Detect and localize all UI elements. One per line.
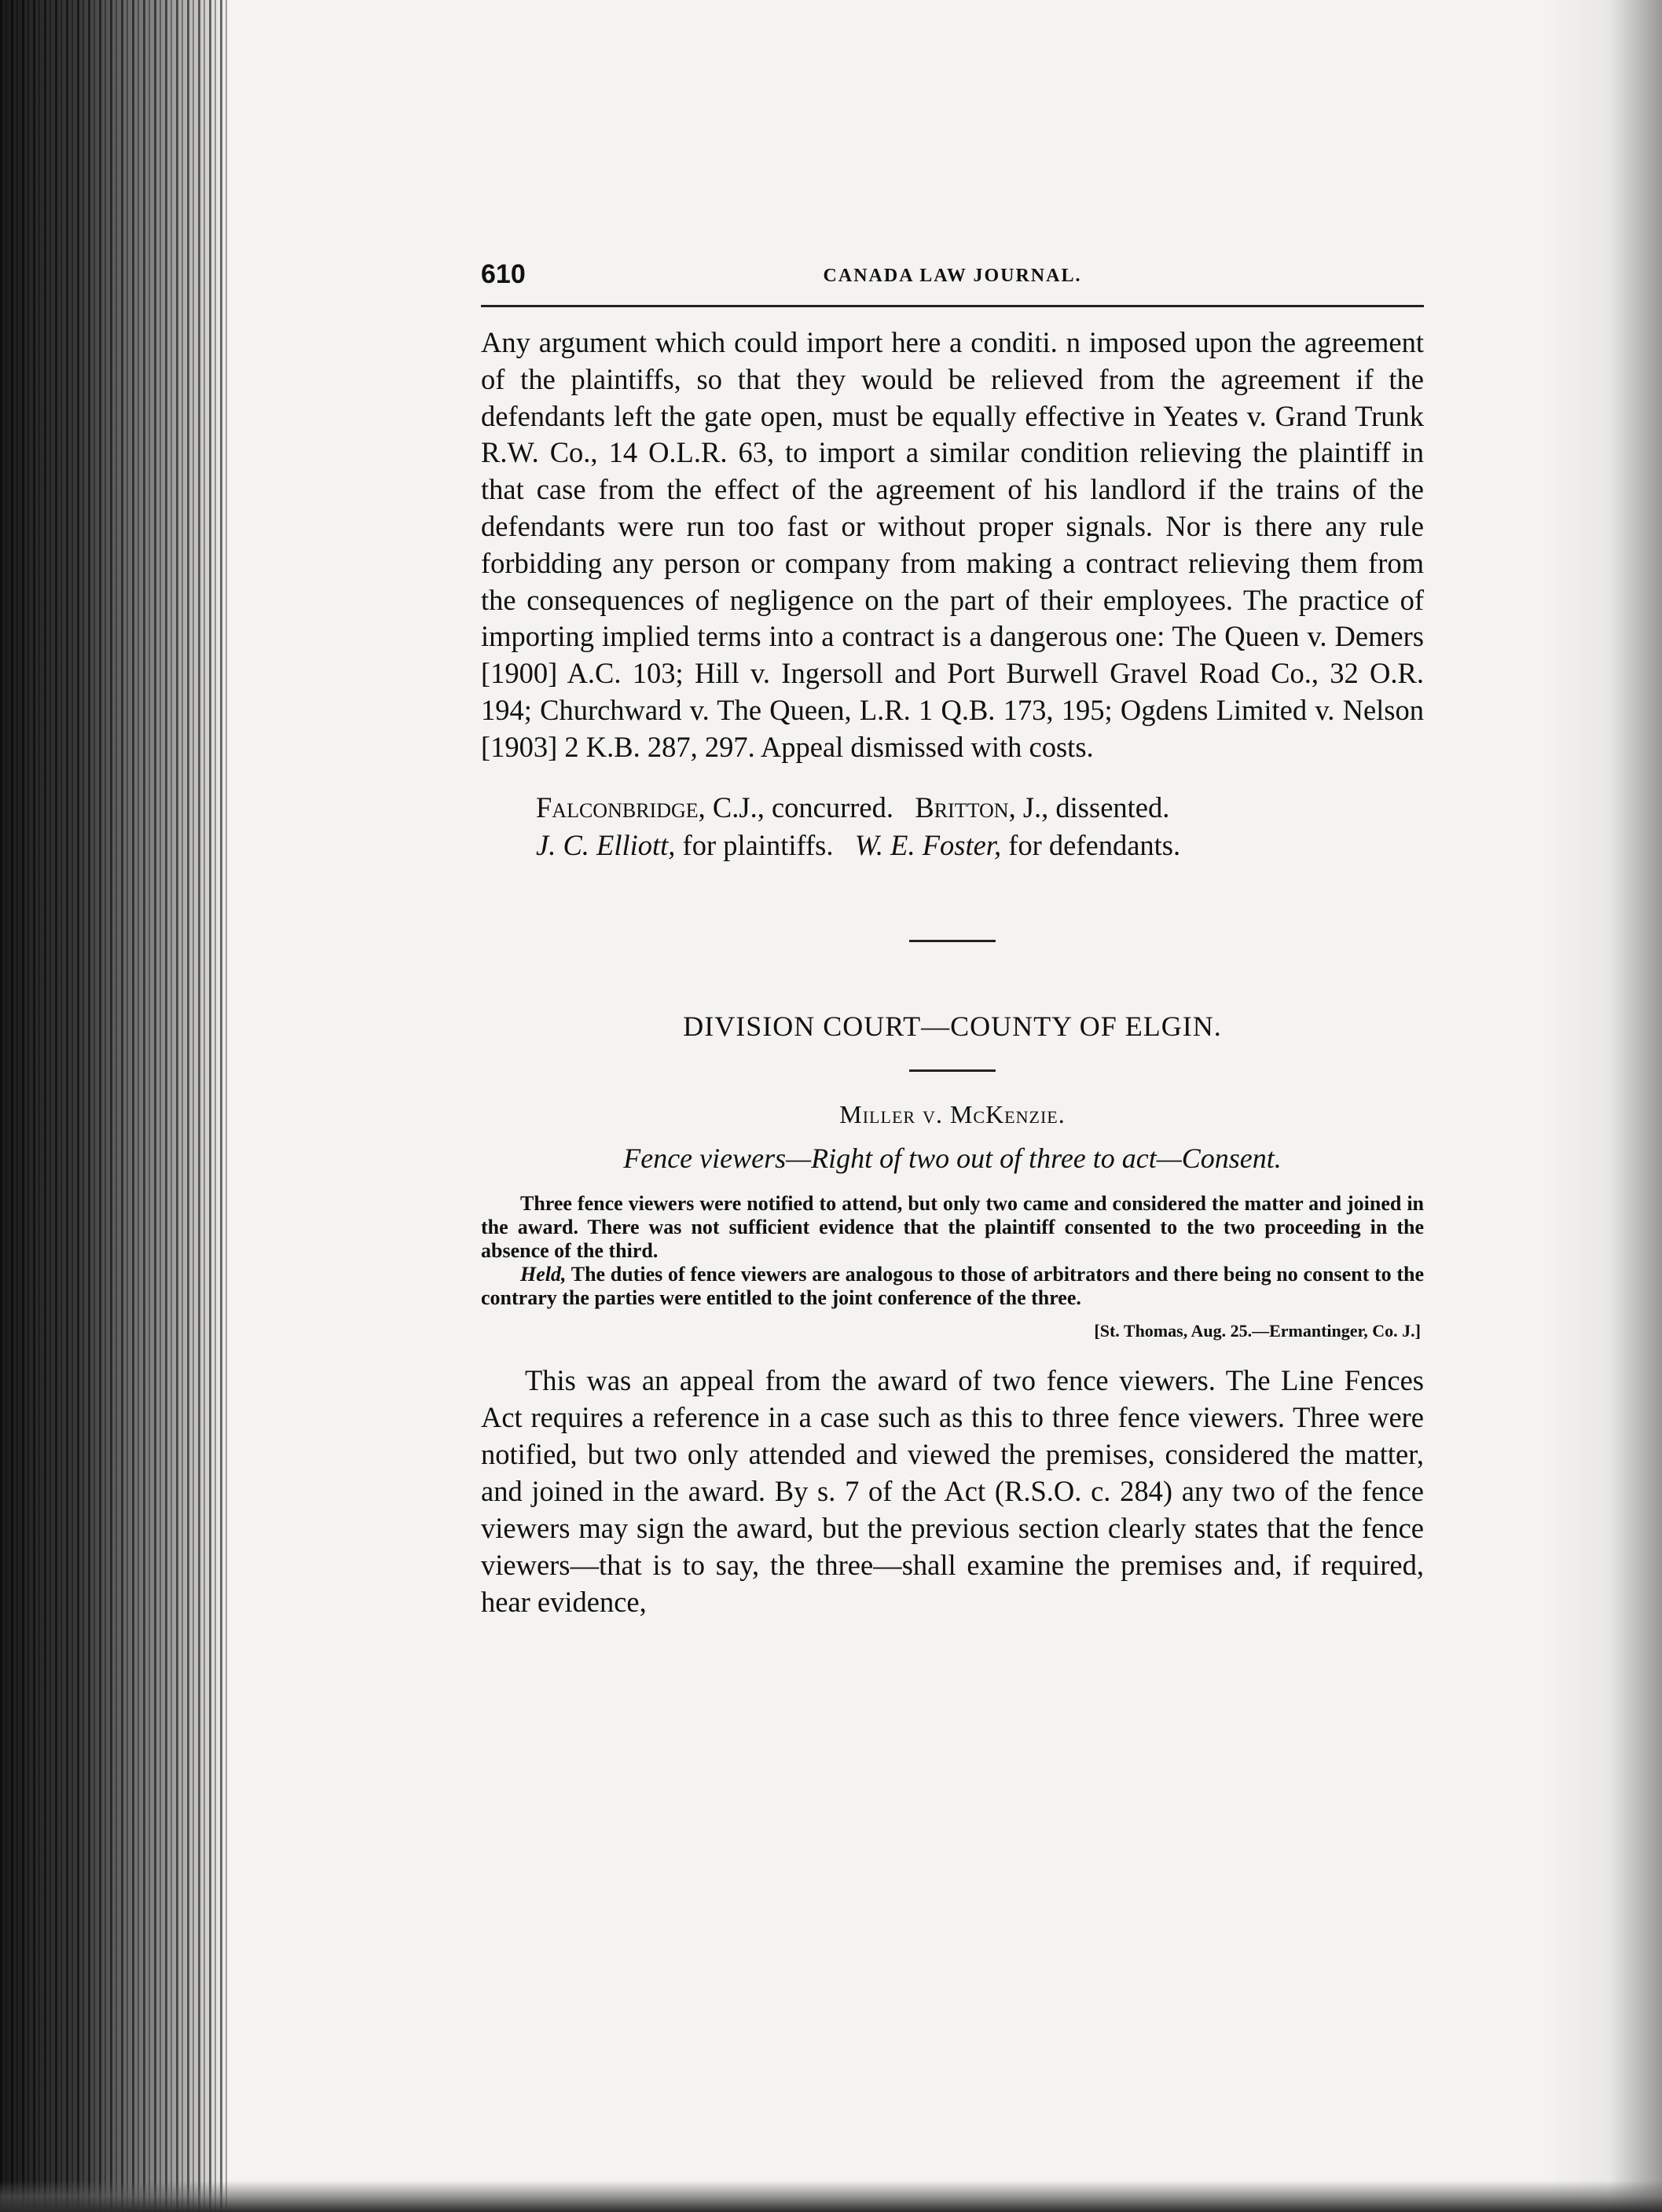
held-text: The duties of fence viewers are analogous to those of arbitrators and there being no consent to the contrary the parties were entitled to the joint conference of the three.: [481, 1263, 1424, 1310]
running-head: [481, 259, 1424, 307]
headnote-paragraph-1: Three fence viewers were notified to attend, but only two came and considered the matter and joined in the award. There was not sufficient evidence that the plaintiff consented to the two proceeding in the absence of the third.: [481, 1192, 1424, 1263]
journal-title: CANADA LAW JOURNAL.: [823, 266, 1082, 286]
book-binding-shadow: [0, 0, 228, 2212]
plaintiff-counsel-name: J. C. Elliott,: [536, 829, 676, 862]
judge-britton-note: , J., dissented.: [1008, 791, 1170, 824]
section-divider: [909, 940, 996, 942]
plaintiff-counsel-role: for plaintiffs.: [675, 829, 834, 862]
appeal-paragraph: This was an appeal from the award of two fence viewers. The Line Fences Act requires a reference in a case such as this to three fence viewers. Three were notified, but two only attended and viewed the premises, considered the matter, and joined in the award. By s. 7 of the Act (R.S.O. c. 284) any two of the fence viewers may sign the award, but the previous section clearly states that the fence viewers—that is to say, the three—shall examine the premises and, if required, hear evidence,: [481, 1364, 1424, 1619]
defendant-counsel-name: W. E. Foster,: [854, 829, 1002, 862]
defendant-counsel-role: for defendants.: [1001, 829, 1181, 862]
opinion-text: [481, 325, 1424, 766]
counsel-line: [481, 827, 1424, 864]
opinion-paragraph: Any argument which could import here a conditi. n imposed upon the agreement of the plaintiffs, so that they would be relieved from the agreement if the defendants left the gate open, must be equally effective in Yeates v. Grand Trunk R.W. Co., 14 O.L.R. 63, to import a similar condition relieving the plaintiff in that case from the effect of the agreement of his landlord if the trains of the defendants were run too fast or without proper signals. Nor is there any rule forbidding any person or company from making a contract relieving them from the consequences of negligence on the part of their employees. The practice of importing implied terms into a contract is a dangerous one: The Queen v. Demers [1900] A.C. 103; Hill v. Ingersoll and Port Burwell Gravel Road Co., 32 O.R. 194; Churchward v. The Queen, L.R. 1 Q.B. 173, 195; Ogdens Limited v. Nelson [1903] 2 K.B. 287, 297. Appeal dismissed with costs.: [481, 326, 1424, 763]
journal-page: [481, 259, 1424, 1620]
page-edge-shadow: [1544, 0, 1662, 2212]
court-citation: [St. Thomas, Aug. 25.—Ermantinger, Co. J.]: [1094, 1321, 1421, 1341]
page-bottom-shadow: [0, 2181, 1662, 2212]
judge-falconbridge: Falconbridge: [536, 791, 699, 824]
held-label: Held,: [520, 1263, 567, 1286]
case-topic: Fence viewers—Right of two out of three to act—Consent.: [623, 1143, 1282, 1175]
case-name: Miller v. McKenzie.: [839, 1100, 1066, 1129]
heading-divider: [909, 1069, 996, 1072]
appeal-text: [481, 1362, 1424, 1620]
page-number: 610: [481, 259, 526, 289]
headnote: [481, 1192, 1424, 1310]
judge-britton: Britton: [915, 791, 1009, 824]
headnote-paragraph-2: [481, 1263, 1424, 1310]
judge-falconbridge-note: , C.J., concurred.: [698, 791, 893, 824]
court-heading: DIVISION COURT—COUNTY OF ELGIN.: [683, 1011, 1222, 1043]
concurrence-line: [481, 790, 1424, 827]
